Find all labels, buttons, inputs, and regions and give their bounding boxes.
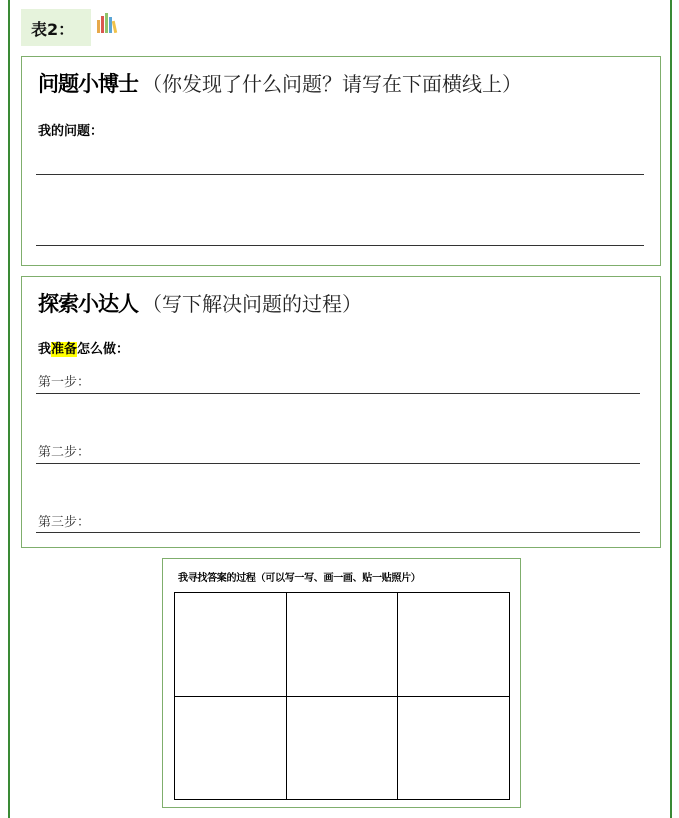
problem-heading (38, 68, 522, 98)
answer-line-2[interactable] (36, 245, 644, 246)
problem-panel (21, 56, 661, 266)
books-icon (96, 12, 120, 34)
plan-label-part2: 怎么做： (77, 342, 130, 357)
answer-process-caption: 我寻找答案的过程（可以写一写、画一画、贴一贴照片） (178, 573, 421, 584)
explore-heading-stylized: 探索小达人 (38, 292, 138, 316)
explore-panel (21, 276, 661, 548)
step-3-line[interactable] (36, 532, 640, 533)
explore-heading (38, 288, 362, 318)
grid-cell[interactable] (175, 593, 287, 697)
grid-cell[interactable] (398, 593, 510, 697)
step-2-label: 第二步： (38, 445, 91, 460)
grid-cell[interactable] (286, 593, 398, 697)
step-1-label: 第一步： (38, 375, 91, 390)
grid-cell[interactable] (398, 696, 510, 800)
answer-line-1[interactable] (36, 174, 644, 175)
drawing-grid (174, 592, 510, 800)
problem-heading-text: （你发现了什么问题？请写在下面横线上） (142, 72, 522, 96)
step-3-label: 第三步： (38, 515, 91, 530)
table-title-tag: 表2： (21, 9, 91, 46)
step-2-line[interactable] (36, 463, 640, 464)
grid-cell[interactable] (175, 696, 287, 800)
problem-heading-stylized: 问题小博士 (38, 72, 138, 96)
step-1-line[interactable] (36, 393, 640, 394)
plan-label-highlight: 准备 (51, 342, 78, 357)
plan-label (38, 338, 129, 357)
plan-label-part1: 我 (38, 342, 52, 357)
page-frame-right (670, 0, 672, 818)
page-frame-left (8, 0, 10, 818)
my-problem-label: 我的问题： (38, 124, 104, 139)
answer-process-box (162, 558, 521, 808)
grid-cell[interactable] (286, 696, 398, 800)
explore-heading-text: （写下解决问题的过程） (142, 292, 362, 316)
